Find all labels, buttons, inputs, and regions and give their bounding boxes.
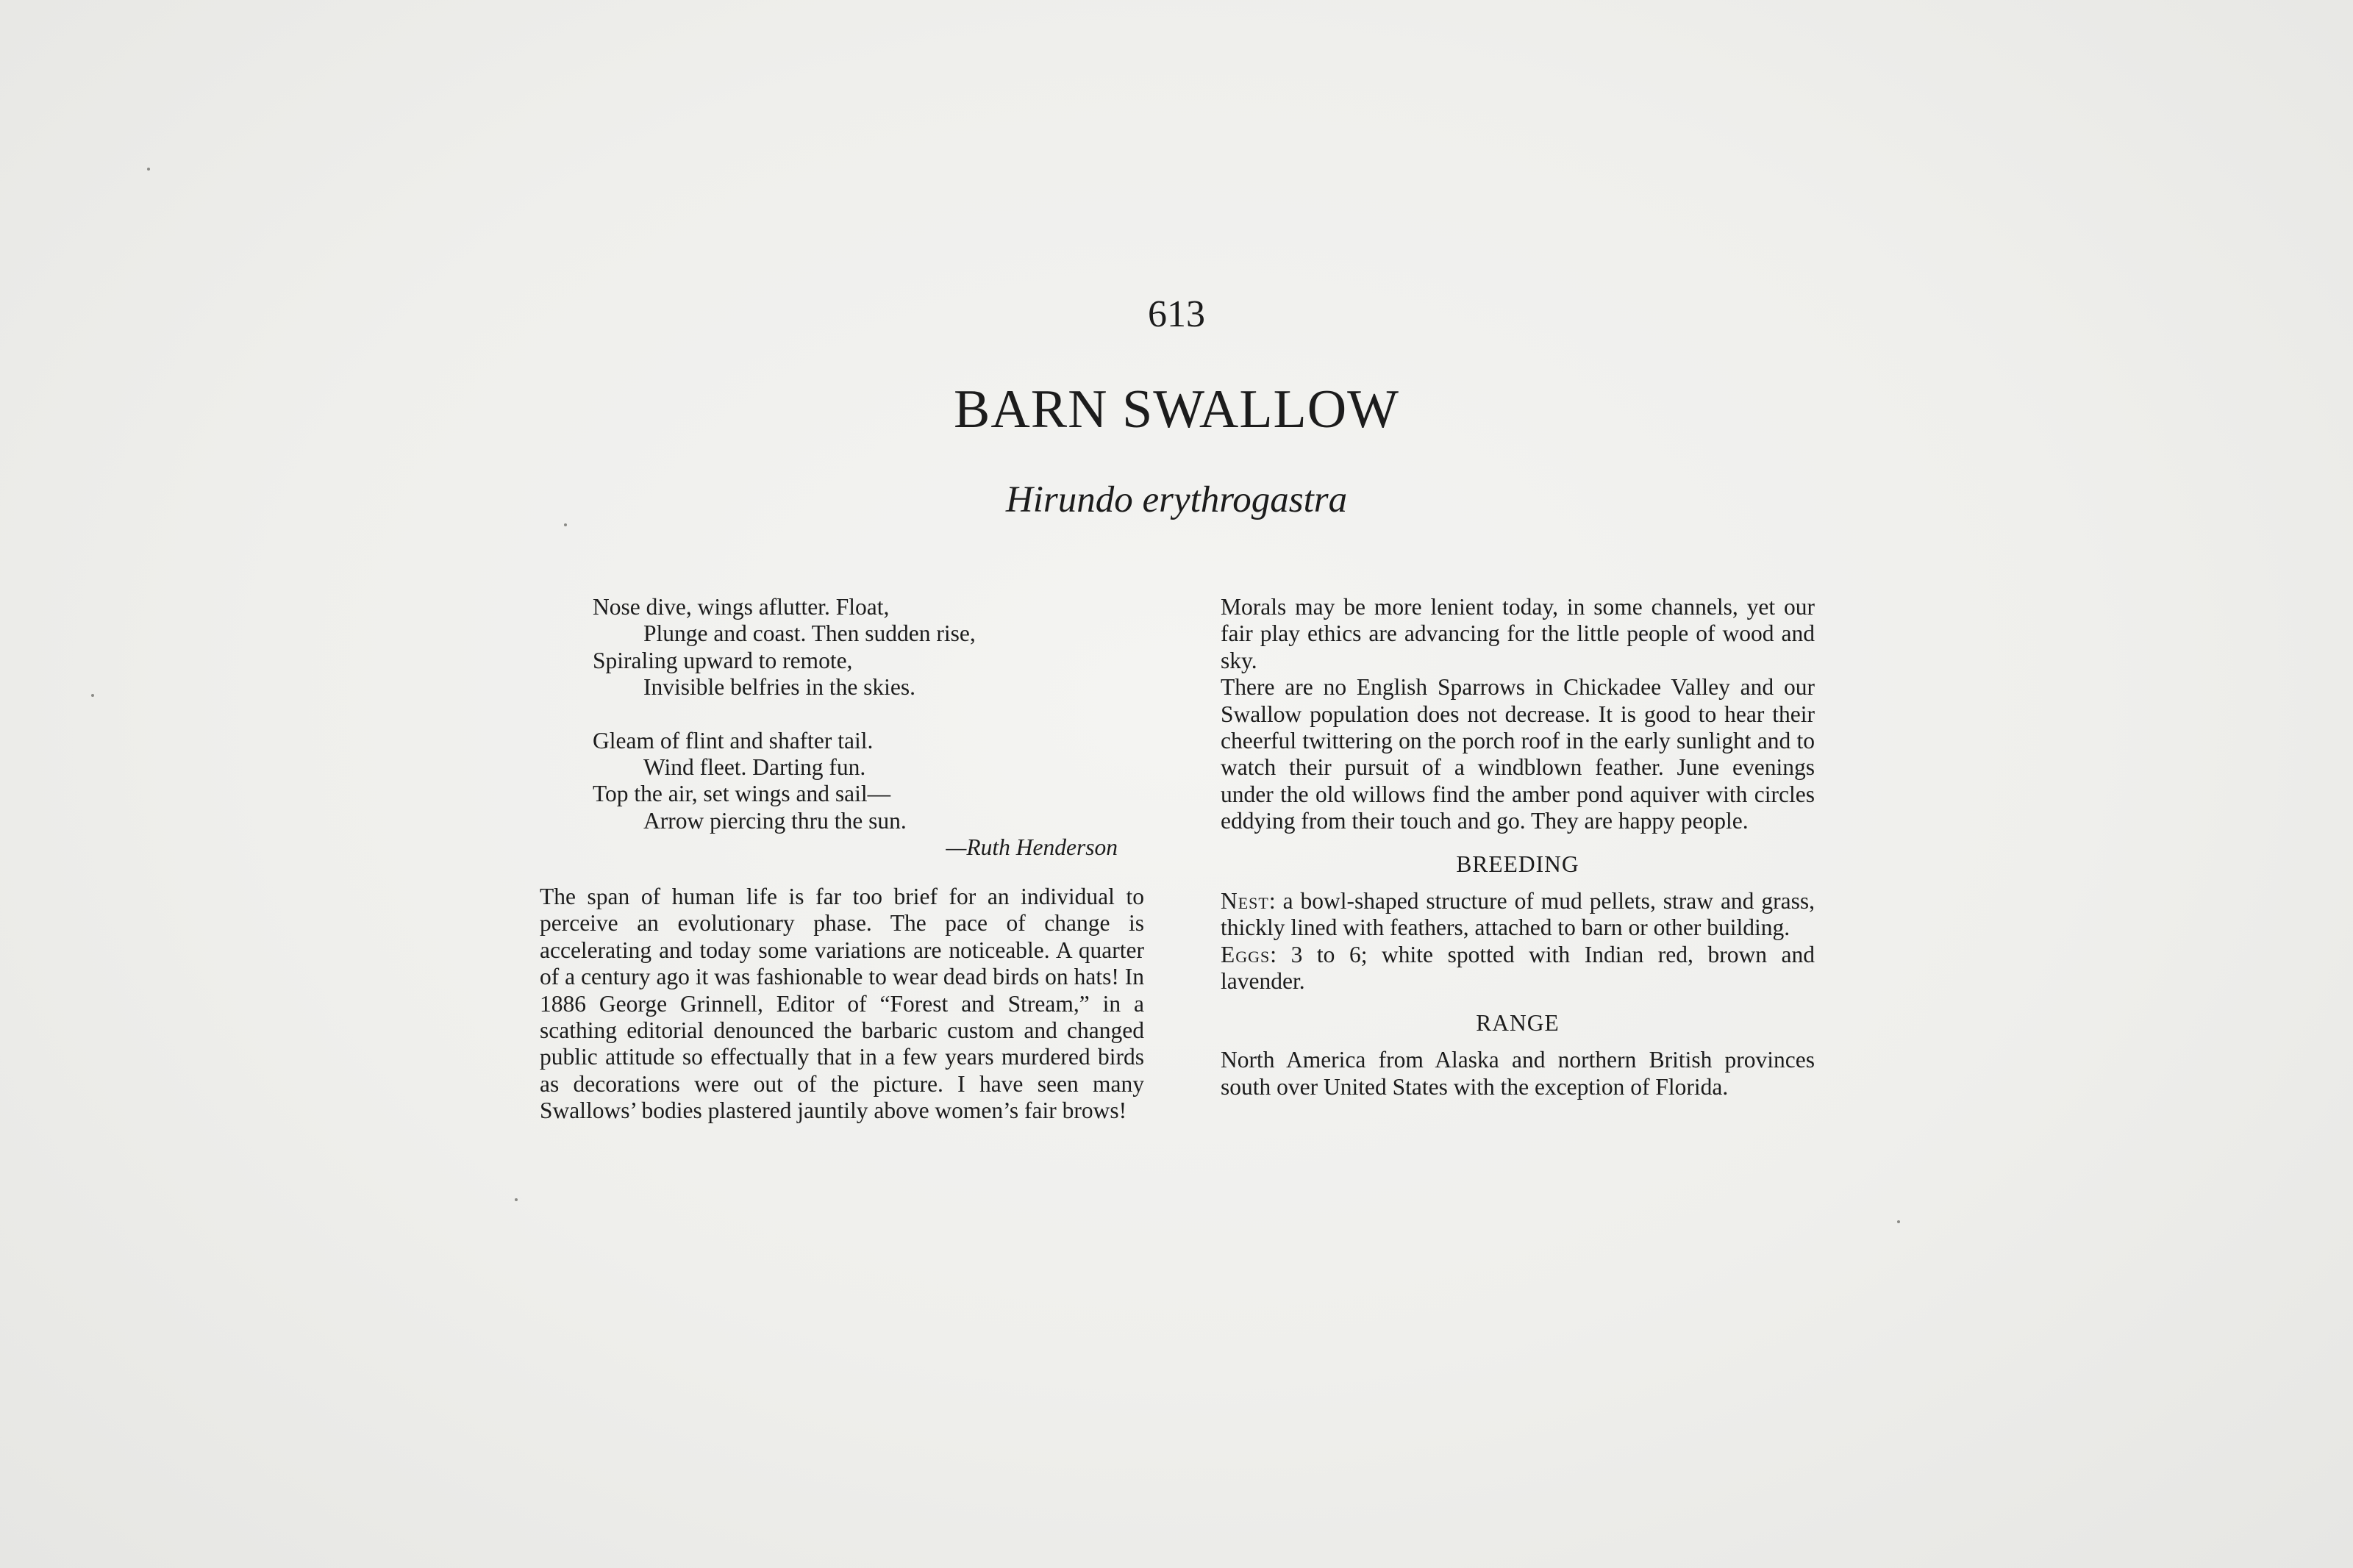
essay-paragraph: There are no English Sparrows in Chickadee Valley and our Swallow population does not decrease. It is good to hear their cheerful twittering on the porch roof in the early sunlight and to watch their pursuit of a windblown feather. June evenings under the old willows find the amber pond aquiver with circles eddying from their touch and go. They are happy people. (1221, 674, 1815, 834)
nest-label: Nest (1221, 888, 1269, 914)
poem-line: Arrow piercing thru the sun. (643, 807, 907, 834)
breeding-heading: BREEDING (1456, 851, 1579, 877)
paper-speck (515, 1198, 518, 1201)
paper-speck (91, 694, 94, 697)
scientific-name: Hirundo erythrogastra (1005, 479, 1348, 520)
poem-line: Wind fleet. Darting fun. (643, 754, 866, 781)
eggs-label: Eggs (1221, 941, 1271, 967)
paper-speck (1897, 1220, 1900, 1223)
paper-speck (147, 168, 150, 171)
eggs-entry (1221, 942, 1815, 995)
poem-attribution: —Ruth Henderson (946, 834, 1118, 861)
essay-paragraph: The span of human life is far too brief for an individual to perceive an evolutionary phase. The pace of change is accelerating and today some variations are noticeable. A quarter of a century ago it was fashionable to wear dead birds on hats! In 1886 George Grinnell, Editor of “Forest and Stream,” in a scathing editorial denounced the barbaric custom and changed public attitude so effectually that in a few years murdered birds as decorations were out of the picture. I have seen many Swallows’ bodies plastered jauntily above women’s fair brows! (540, 884, 1144, 1124)
nest-text: : a bowl-shaped structure of mud pellets, straw and grass, thickly lined with feathers, attached to barn or other building. (1221, 888, 1815, 941)
page-number: 613 (1148, 293, 1205, 335)
stanza-gap (593, 701, 1122, 728)
poem-line: Spiraling upward to remote, (593, 647, 853, 673)
poem-line: Gleam of flint and shafter tail. (593, 727, 874, 753)
nest-entry (1221, 888, 1815, 942)
poem-line: Invisible belfries in the skies. (643, 674, 916, 701)
poem-line: Plunge and coast. Then sudden rise, (643, 620, 976, 647)
poem-line: Nose dive, wings aflutter. Float, (593, 594, 890, 620)
range-text: North America from Alaska and northern British provinces south over United States with the exception of Florida. (1221, 1047, 1815, 1100)
essay-paragraph: Morals may be more lenient today, in some channels, yet our fair play ethics are advancing for the little people of wood and sky. (1221, 594, 1815, 673)
poem (593, 594, 1122, 862)
eggs-text: : 3 to 6; white spotted with Indian red, brown and lavender. (1221, 941, 1815, 995)
poem-line: Top the air, set wings and sail— (593, 781, 891, 807)
page-title: BARN SWALLOW (953, 379, 1400, 440)
right-column (1221, 594, 1815, 1100)
paper-speck (564, 523, 567, 526)
left-column (540, 884, 1144, 1125)
range-heading: RANGE (1476, 1009, 1560, 1036)
